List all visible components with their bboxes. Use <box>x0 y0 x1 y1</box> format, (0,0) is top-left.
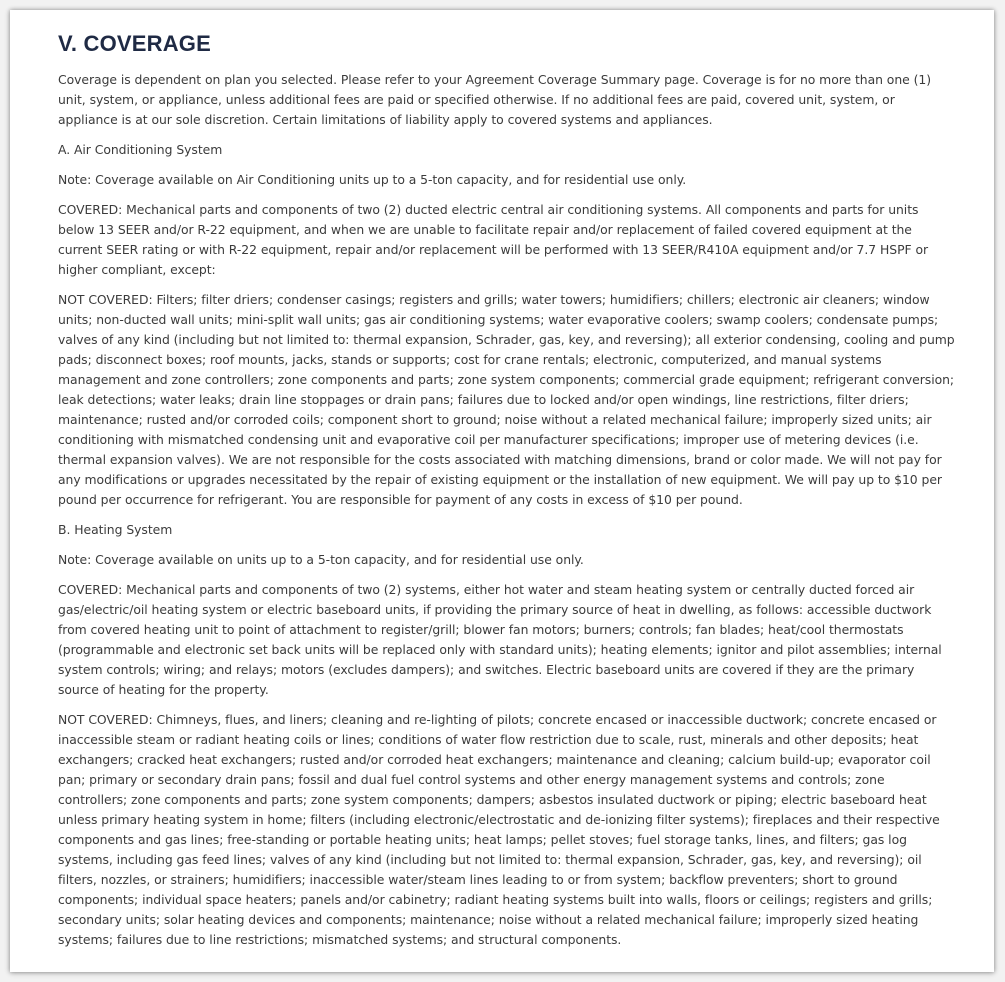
section-title: V. COVERAGE <box>58 31 211 56</box>
intro-paragraph: Coverage is dependent on plan you selected. Please refer to your Agreement Coverage Summary page. Coverage is for no more than one (1) unit, system, or appliance, unless additional fees are paid or specified otherwise. If no additional fees are paid, covered unit, system, or appliance is at our sole discretion. Certain limitations of liability apply to covered systems and appliances. <box>58 72 932 127</box>
ac-covered: COVERED: Mechanical parts and components of two (2) ducted electric central air conditioning systems. All components and parts for units below 13 SEER and/or R-22 equipment, and when we are unable to facilitate repair and/or replacement of failed covered equipment at the current SEER rating or with R-22 equipment, repair and/or replacement will be performed with 13 SEER/R410A equipment and/or 7.7 HSPF or higher compliant, except: <box>58 202 929 277</box>
document-card <box>10 10 994 972</box>
heating-not-covered: NOT COVERED: Chimneys, flues, and liners; cleaning and re-lighting of pilots; concrete encased or inaccessible ductwork; concrete encased or inaccessible steam or radiant heating coils or lines; conditions of water flow restriction due to scale, rust, minerals and other deposits; heat exchangers; cracked heat exchangers; rusted and/or corroded heat exchangers; maintenance and cleaning; calcium build-up; evaporator coil pan; primary or secondary drain pans; fossil and dual fuel control systems and other energy management systems and controls; zone controllers; zone components and parts; zone system components; dampers; asbestos insulated ductwork or piping; electric baseboard heat unless primary heating system in home; filters (including electronic/electrostatic and de-ionizing filter systems); fireplaces and their respective components and gas lines; free-standing or portable heating units; heat lamps; pellet stoves; fuel storage tanks, lines, and filters; gas log systems, including gas feed lines; valves of any kind (including but not limited to: thermal expansion, Schrader, gas, key, and reversing); oil filters, nozzles, or strainers; humidifiers; inaccessible water/steam lines leading to or from system; backflow preventers; short to ground components; individual space heaters; panels and/or cabinetry; radiant heating systems built into walls, floors or ceilings; registers and grills; secondary units; solar heating devices and components; maintenance; noise without a related mechanical failure; improperly sized heating systems; failures due to line restrictions; mismatched systems; and structural components. <box>58 712 940 947</box>
heating-covered: COVERED: Mechanical parts and components of two (2) systems, either hot water and steam heating system or centrally ducted forced air gas/electric/oil heating system or electric baseboard units, if providing the primary source of heat in dwelling, as follows: accessible ductwork from covered heating unit to point of attachment to register/grill; blower fan motors; burners; controls; fan blades; heat/cool thermostats (programmable and electronic set back units will be replaced only with standard units); heating elements; ignitor and pilot assemblies; internal system controls; wiring; and relays; motors (excludes dampers); and switches. Electric baseboard units are covered if they are the primary source of heating for the property. <box>58 582 942 697</box>
heating-note: Note: Coverage available on units up to a 5-ton capacity, and for residential use only. <box>58 552 584 567</box>
ac-note: Note: Coverage available on Air Conditioning units up to a 5-ton capacity, and for residential use only. <box>58 172 687 187</box>
ac-not-covered: NOT COVERED: Filters; filter driers; condenser casings; registers and grills; water towers; humidifiers; chillers; electronic air cleaners; window units; non-ducted wall units; mini-split wall units; gas air conditioning systems; water evaporative coolers; swamp coolers; condensate pumps; valves of any kind (including but not limited to: thermal expansion, Schrader, gas, key, and reversing); all exterior condensing, cooling and pump pads; disconnect boxes; roof mounts, jacks, stands or supports; cost for crane rentals; electronic, computerized, and manual systems management and zone controllers; zone components and parts; zone system components; commercial grade equipment; refrigerant conversion; leak detections; water leaks; drain line stoppages or drain pans; failures due to locked and/or open windings, line restrictions, filter driers; maintenance; rusted and/or corroded coils; component short to ground; noise without a related mechanical failure; improperly sized units; air conditioning with mismatched condensing unit and evaporative coil per manufacturer specifications; improper use of metering devices (i.e. thermal expansion valves). We are not responsible for the costs associated with matching dimensions, brand or color made. We will not pay for any modifications or upgrades necessitated by the repair of existing equipment or the installation of new equipment. We will pay up to $10 per pound per occurrence for refrigerant. You are responsible for payment of any costs in excess of $10 per pound. <box>58 292 955 507</box>
heating-heading: B. Heating System <box>58 522 173 537</box>
ac-heading: A. Air Conditioning System <box>58 142 223 157</box>
